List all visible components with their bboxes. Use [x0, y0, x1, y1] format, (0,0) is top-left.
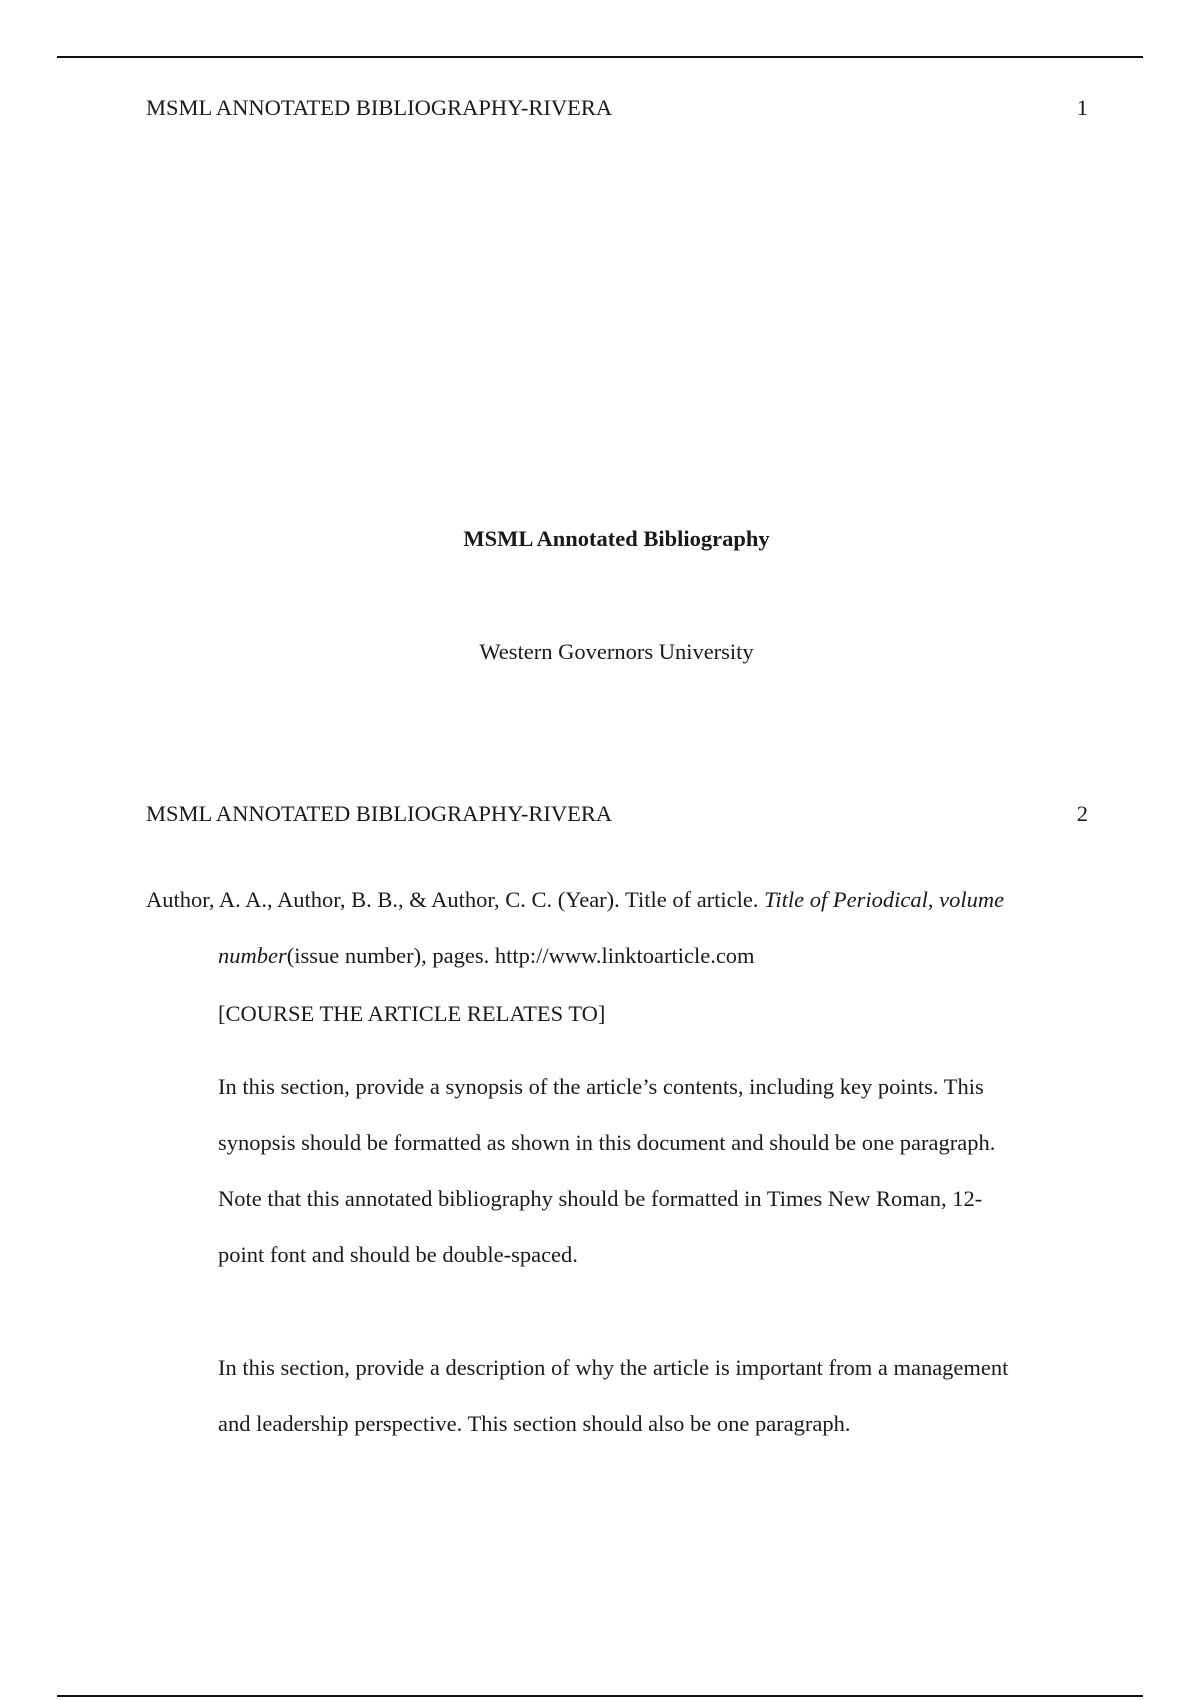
importance-line: and leadership perspective. This section should also be one paragraph. [218, 1411, 851, 1436]
running-head: MSML ANNOTATED BIBLIOGRAPHY-RIVERA [146, 801, 613, 826]
synopsis-line: point font and should be double-spaced. [218, 1242, 578, 1267]
citation-volume-number: number [218, 943, 287, 968]
course-label: [COURSE THE ARTICLE RELATES TO] [218, 1001, 606, 1026]
citation-issue-pages-link: (issue number), pages. http://www.linktoarticle.com [286, 943, 755, 968]
institution-name: Western Governors University [479, 639, 754, 664]
page1-header [146, 94, 1088, 122]
synopsis-line: synopsis should be formatted as shown in this document and should be one paragraph. [218, 1130, 996, 1155]
importance-line: In this section, provide a description of why the article is important from a management [218, 1355, 1009, 1380]
page-number: 1 [1076, 95, 1088, 120]
citation-line-1 [146, 872, 1088, 928]
citation-line-2 [146, 928, 1088, 984]
synopsis-paragraph [218, 1059, 1098, 1283]
document-title: MSML Annotated Bibliography [463, 526, 770, 551]
synopsis-line: Note that this annotated bibliography should be formatted in Times New Roman, 12- [218, 1186, 983, 1211]
citation-authors-title: Author, A. A., Author, B. B., & Author, C. C. (Year). Title of article. [146, 887, 765, 912]
running-head: MSML ANNOTATED BIBLIOGRAPHY-RIVERA [146, 95, 613, 120]
citation-periodical: Title of Periodical, volume [764, 887, 1005, 912]
reference-citation [146, 872, 1088, 984]
top-page-border [57, 56, 1143, 58]
page-number: 2 [1076, 801, 1088, 826]
page2-header [146, 800, 1088, 828]
bottom-page-border [57, 1695, 1143, 1697]
synopsis-line: In this section, provide a synopsis of the article’s contents, including key points. This [218, 1074, 984, 1099]
importance-paragraph [218, 1340, 1098, 1452]
